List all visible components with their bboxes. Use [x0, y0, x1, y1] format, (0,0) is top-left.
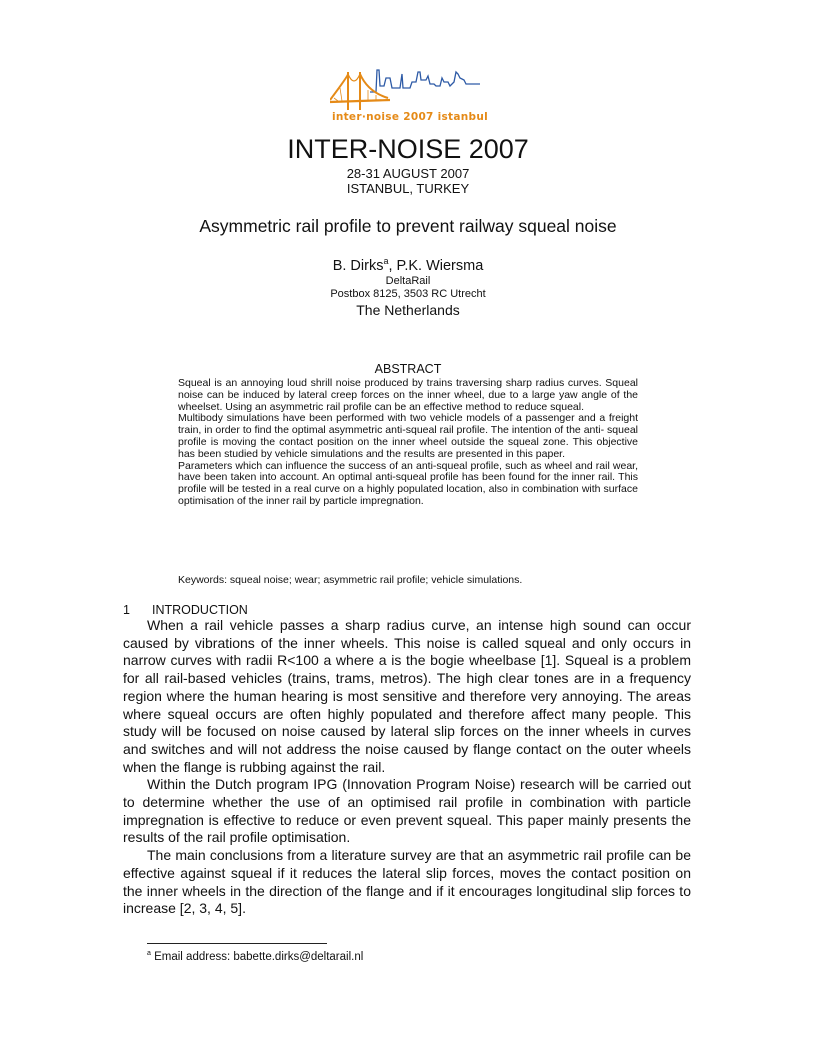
body-paragraph: The main conclusions from a literature survey are that an asymmetric rail profile can be effective against squeal if it reduces the lateral slip forces, moves the contact position on the inner wheels in the direction of the flange and if it encourages longitudinal slip forces to increase [2, 3, 4, 5]. — [123, 847, 691, 917]
bridge-icon — [330, 72, 390, 110]
abstract-paragraph: Squeal is an annoying loud shrill noise produced by trains traversing sharp radius curves. Squeal noise can be induced by lateral creep forces on the inner wheel, due to a large yaw angle of the wheelset. Using an asymmetric rail profile can be an effective method to reduce squeal. — [178, 377, 638, 413]
conference-location: ISTANBUL, TURKEY — [346, 181, 470, 196]
authors — [0, 256, 816, 274]
abstract-paragraph: Parameters which can influence the success of an anti-squeal profile, such as wheel and rail wear, have been taken into account. An optimal anti-squeal profile has been found for the inner rail. This profile will be tested in a real curve on a highly populated location, also in combination with surface optimisation of the inner rail by particle impregnation. — [178, 459, 638, 507]
footnote-rule — [147, 943, 327, 944]
author-1: B. Dirks — [332, 257, 384, 274]
section-body — [123, 617, 691, 918]
affiliation-country: The Netherlands — [356, 302, 460, 318]
section-heading — [123, 603, 248, 617]
section-title: INTRODUCTION — [152, 603, 248, 617]
section-number: 1 — [123, 603, 130, 617]
affiliation-org: DeltaRail — [385, 275, 431, 287]
body-paragraph: When a rail vehicle passes a sharp radius curve, an intense high sound can occur caused by vibrations of the inner wheels. This noise is called squeal and only occurs in narrow curves with radii R<100 a where a is the bogie wheelbase [1]. Squeal is a problem for all rail-based vehicles (trains, trams, metros). The high clear tones are in a frequency region where the human hearing is most sensitive and therefore very annoying. The areas where squeal occurs are often highly populated and therefore affect many people. This study will be focused on noise caused by lateral slip forces on the inner wheels in curves and switches and will not address the noise caused by flange contact on the outer wheels when the flange is rubbing against the rail. — [123, 617, 691, 775]
conference-dates: 28-31 AUGUST 2007 — [346, 166, 470, 181]
abstract-paragraph: Multibody simulations have been performed with two vehicle models of a passenger and a freight train, in order to find the optimal asymmetric anti-squeal rail profile. The intention of the anti- squeal profile is moving the contact position on the inner wheel outside the squeal zone. This objective has been studied by vehicle simulations and the results are presented in this paper. — [178, 412, 638, 460]
skyline-silhouette — [370, 70, 480, 92]
footnote-mark: a — [147, 950, 151, 957]
author-2: , P.K. Wiersma — [388, 257, 484, 274]
footnote-text: Email address: babette.dirks@deltarail.nl — [150, 950, 364, 963]
keywords: Keywords: squeal noise; wear; asymmetric rail profile; vehicle simulations. — [178, 574, 523, 586]
body-paragraph: Within the Dutch program IPG (Innovation Program Noise) research will be carried out to determine whether the use of an optimised rail profile in combination with particle impregnation is effective to reduce or even prevent squeal. This paper mainly presents the results of the rail profile optimisation. — [123, 776, 691, 846]
logo-text: inter·noise 2007 istanbul — [331, 111, 489, 123]
affiliation-address: Postbox 8125, 3503 RC Utrecht — [330, 288, 486, 300]
conference-title: INTER-NOISE 2007 — [287, 134, 529, 164]
abstract-body — [178, 378, 638, 508]
abstract-heading: ABSTRACT — [374, 362, 442, 376]
author-1-mark: a — [383, 256, 389, 266]
paper-title: Asymmetric rail profile to prevent railway squeal noise — [199, 216, 617, 236]
footnote — [147, 950, 363, 963]
